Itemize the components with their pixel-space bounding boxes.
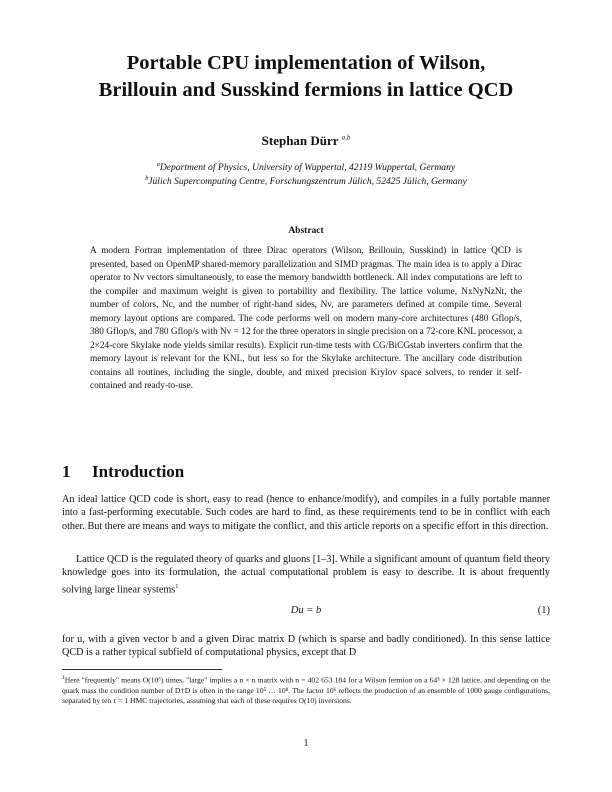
- affiliation-b-text: Jülich Supercomputing Centre, Forschungszentrum Jülich, 52425 Jülich, Germany: [148, 176, 467, 188]
- affiliation-a-text: Department of Physics, University of Wuppertal, 42119 Wuppertal, Germany: [159, 162, 456, 174]
- equation-expression: Du = b: [290, 605, 322, 616]
- footnote-text: Here "frequently" means O(10⁶) times, "large" implies a n × n matrix with n = 402 653 184 for a Wilson fermion on a 64³ × 128 lattice, and depending on the quark mass the condition number of D†D is often in the range 10⁵ … 10⁸. The factor 10⁶ reflects the production of an ensemble of 1000 gauge configurations, separated by ten τ = 1 HMC trajectories, assuming that each of these requires O(10) inversions.: [62, 675, 550, 706]
- abstract-heading: Abstract: [288, 226, 324, 236]
- title-line-1: Portable CPU implementation of Wilson,: [126, 52, 486, 74]
- affiliation-a: [40, 162, 572, 173]
- paragraph-2-footnote-mark: 1: [175, 582, 179, 590]
- paper-title: [40, 50, 572, 104]
- abstract-text: A modern Fortran implementation of three Dirac operators (Wilson, Brillouin, Susskind) in lattice QCD is presented, based on OpenMP shared-memory parallelization and SIMD pragmas. The main idea is to apply a Dirac operator to Nv vectors simultaneously, to ease the memory bandwidth bottleneck. All index computations are left to the compiler and maximum weight is given to portability and flexibility. The lattice volume, NxNyNzNt, the number of colors, Nc, and the number of right-hand sides, Nv, are parameters defined at compile time. Several memory layout options are compared. The code performs well on modern many-core architectures (480 Gflop/s, 380 Gflop/s, and 780 Gflop/s with Nv = 12 for the three operators in single precision on a 72-core KNL processor, a 2×24-core Skylake node yields similar results). Explicit run-time tests with CG/BiCGstab inverters confirm that the memory layout is relevant for the KNL, but less so for the Skylake architecture. The ancillary code distribution contains all routines, including the single, double, and mixed precision Krylov space solvers, to render it self-contained and ready-to-use.: [90, 246, 522, 392]
- author: [40, 133, 572, 149]
- author-name: Stephan Dürr: [261, 133, 339, 148]
- paragraph-2: [62, 553, 550, 596]
- affiliation-b: [40, 176, 572, 187]
- paragraph-2-text: Lattice QCD is the regulated theory of quarks and gluons [1–3]. While a significant amount of quantum field theory knowledge goes into its formulation, the actual computational problem is easy to describe. It is about frequently solving large linear systems: [62, 554, 550, 595]
- equation-number: (1): [537, 605, 550, 616]
- section-heading: [62, 462, 184, 482]
- affiliation-b-mark: b: [145, 176, 149, 182]
- footnote-mark: 1: [62, 675, 65, 681]
- affiliation-a-mark: a: [156, 162, 160, 168]
- title-line-2: Brillouin and Susskind fermions in lattice QCD: [98, 79, 514, 101]
- author-marks: a,b: [341, 133, 351, 142]
- page-number: 1: [303, 738, 309, 749]
- paragraph-3: for u, with a given vector b and a given Dirac matrix D (which is sparse and badly conditioned). In this sense lattice QCD is a rather typical subfield of computational physics, except that D: [62, 634, 550, 659]
- section-title: Introduction: [92, 462, 185, 481]
- footnote-rule: [62, 669, 222, 670]
- paragraph-1: An ideal lattice QCD code is short, easy to read (hence to enhance/modify), and compiles in a fully portable manner into a fast-performing executable. Such codes are hard to find, as these requirements tend to be in conflict with each other. But there are means and ways to mitigate the conflict, and this article reports on a specific effort in this direction.: [62, 494, 550, 532]
- section-number: 1: [62, 462, 71, 481]
- footnote: [62, 673, 550, 707]
